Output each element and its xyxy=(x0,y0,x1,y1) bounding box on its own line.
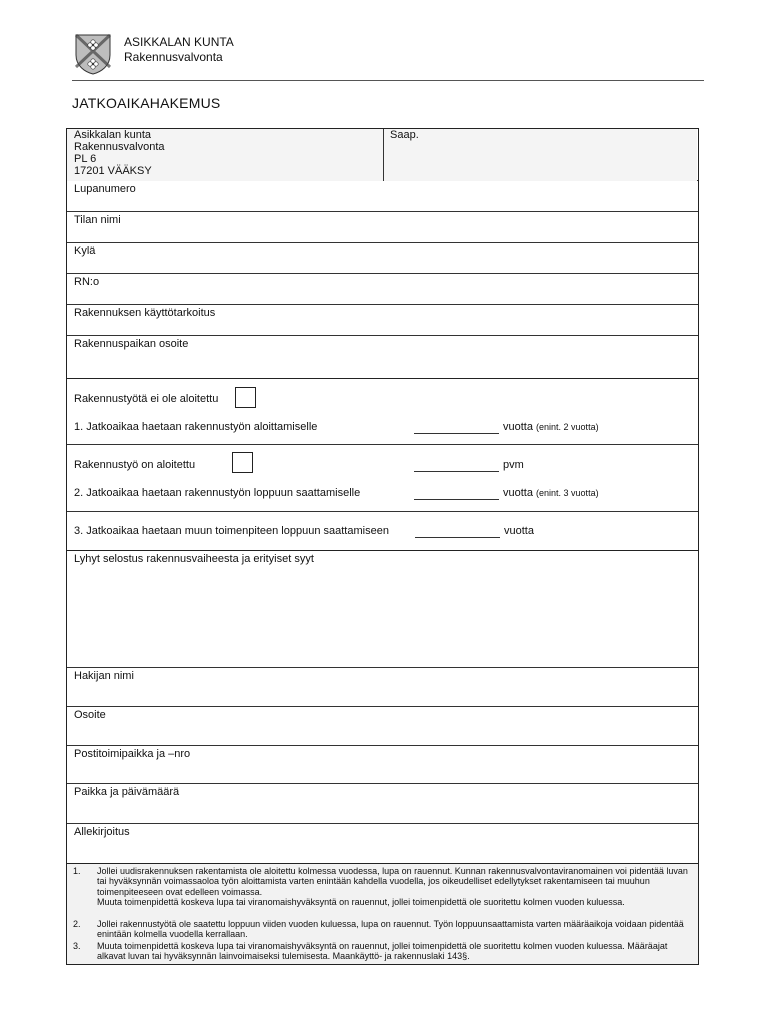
item3-section xyxy=(67,512,698,551)
item1-unit-text: vuotta xyxy=(503,421,533,433)
rn-field[interactable] xyxy=(67,274,698,305)
site-address-label: Rakennuspaikan osoite xyxy=(74,338,189,350)
item1-years-input[interactable] xyxy=(414,421,499,434)
permit-number-label: Lupanumero xyxy=(74,183,136,195)
recipient-row xyxy=(67,129,698,181)
recipient-line: Asikkalan kunta xyxy=(74,129,152,141)
coat-of-arms-icon xyxy=(74,33,112,75)
applicant-name-label: Hakijan nimi xyxy=(74,670,134,682)
department-name: Rakennusvalvonta xyxy=(124,50,223,64)
place-date-field[interactable] xyxy=(67,784,698,824)
building-use-label: Rakennuksen käyttötarkoitus xyxy=(74,307,216,319)
application-form xyxy=(66,128,699,965)
note-number: 1. xyxy=(73,866,81,876)
not-started-label: Rakennustyötä ei ole aloitettu xyxy=(74,393,219,405)
farm-name-field[interactable] xyxy=(67,212,698,243)
item3-years-input[interactable] xyxy=(415,525,500,538)
item2-label: 2. Jatkoaikaa haetaan rakennustyön loppuun saattamiselle xyxy=(74,487,361,499)
description-field[interactable] xyxy=(67,551,698,668)
place-date-label: Paikka ja päivämäärä xyxy=(74,786,180,798)
started-section xyxy=(67,445,698,512)
document-title: JATKOAIKAHAKEMUS xyxy=(72,95,221,111)
village-field[interactable] xyxy=(67,243,698,274)
received-stamp-box[interactable] xyxy=(383,129,697,181)
item1-label: 1. Jatkoaikaa haetaan rakennustyön aloittamiselle xyxy=(74,421,318,433)
applicant-address-label: Osoite xyxy=(74,709,106,721)
note-number: 2. xyxy=(73,919,81,929)
site-address-field[interactable] xyxy=(67,336,698,379)
recipient-address xyxy=(74,129,165,177)
note-text: Muuta toimenpidettä koskeva lupa tai viranomaishyväksyntä on rauennut, jollei toimenpidettä ole suoritettu kolmen vuoden kuluessa. xyxy=(97,897,625,907)
postal-label: Postitoimipaikka ja –nro xyxy=(74,748,191,760)
item2-unit xyxy=(503,487,599,499)
item2-note: (enint. 3 vuotta) xyxy=(536,488,599,498)
started-date-input[interactable] xyxy=(414,459,499,472)
permit-number-field[interactable] xyxy=(67,181,698,212)
signature-label: Allekirjoitus xyxy=(74,826,130,838)
rn-label: RN:o xyxy=(74,276,100,288)
header-divider xyxy=(72,80,704,81)
item1-unit xyxy=(503,421,599,433)
applicant-address-field[interactable] xyxy=(67,707,698,746)
postal-field[interactable] xyxy=(67,746,698,784)
item2-unit-text: vuotta xyxy=(503,487,533,499)
recipient-line: 17201 VÄÄKSY xyxy=(74,165,152,177)
note-number: 3. xyxy=(73,941,81,951)
organization xyxy=(124,35,234,65)
not-started-section xyxy=(67,379,698,445)
received-label: Saap. xyxy=(390,129,419,141)
applicant-name-field[interactable] xyxy=(67,668,698,707)
item1-note: (enint. 2 vuotta) xyxy=(536,422,599,432)
item3-label: 3. Jatkoaikaa haetaan muun toimenpiteen loppuun saattamiseen xyxy=(74,525,389,537)
org-name: ASIKKALAN KUNTA xyxy=(124,35,234,49)
village-label: Kylä xyxy=(74,245,96,257)
header xyxy=(74,33,704,81)
note-text: Jollei uudisrakennuksen rakentamista ole aloitettu kolmessa vuodessa, lupa on rauennut. Kunnan rakennusvalvontaviranomainen voi pidentää luvan tai hyväksynnän voimassaoloa työn aloittamista varten enintään kahdella vuodella, jos oikeudelliset edellytykset rakentamiseen tai muuhun toimenpiteeseen ovat edelleen voimassa. xyxy=(97,866,688,897)
note-text: Jollei rakennustyötä ole saatettu loppuun viiden vuoden kuluessa, lupa on rauennut. Työn loppuunsaattamista varten määräaikoja voidaan pidentää enintään kolmella vuodella kerrallaan. xyxy=(97,919,684,940)
recipient-address-box xyxy=(67,129,383,181)
not-started-checkbox[interactable] xyxy=(235,387,256,408)
item2-years-input[interactable] xyxy=(414,487,499,500)
recipient-line: PL 6 xyxy=(74,153,97,165)
building-use-field[interactable] xyxy=(67,305,698,336)
recipient-line: Rakennusvalvonta xyxy=(74,141,165,153)
signature-field[interactable] xyxy=(67,824,698,864)
note-text: Muuta toimenpidettä koskeva lupa tai viranomaishyväksyntä on rauennut, jollei toimenpidettä ole suoritettu kolmen vuoden kuluessa. Määräajat alkavat luvan tai hyväksynnän lainvoimaiseksi tulemisesta. Maankäyttö- ja rakennuslaki 143§. xyxy=(97,941,668,962)
legal-notes xyxy=(67,864,698,964)
item3-unit: vuotta xyxy=(504,525,534,537)
started-date-unit: pvm xyxy=(503,459,524,471)
farm-name-label: Tilan nimi xyxy=(74,214,121,226)
started-label: Rakennustyö on aloitettu xyxy=(74,459,196,471)
started-checkbox[interactable] xyxy=(232,452,253,473)
description-label: Lyhyt selostus rakennusvaiheesta ja erityiset syyt xyxy=(74,553,314,565)
